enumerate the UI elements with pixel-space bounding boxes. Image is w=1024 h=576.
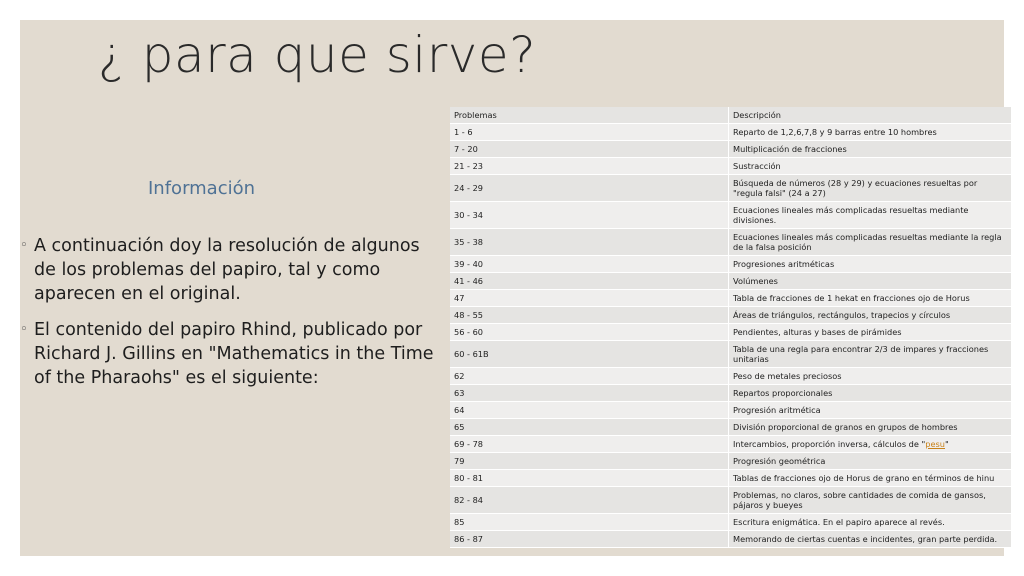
table-row [450,256,1012,273]
cell-descripcion: Progresiones aritméticas [729,256,1012,273]
cell-descripcion: Multiplicación de fracciones [729,141,1012,158]
cell-descripcion: Sustracción [729,158,1012,175]
table-row [450,175,1012,202]
cell-problemas: 62 [450,368,729,385]
cell-descripcion: Ecuaciones lineales más complicadas resueltas mediante la regla de la falsa posición [729,229,1012,256]
cell-problemas: 79 [450,453,729,470]
cell-text: Intercambios, proporción inversa, cálculos de " [733,439,926,449]
bullet-marker-icon: ◦ [20,322,28,337]
cell-descripcion: Escritura enigmática. En el papiro aparece al revés. [729,514,1012,531]
cell-descripcion: Ecuaciones lineales más complicadas resueltas mediante divisiones. [729,202,1012,229]
cell-problemas: 41 - 46 [450,273,729,290]
bullet-item [20,234,440,306]
cell-problemas: 56 - 60 [450,324,729,341]
cell-descripcion: Reparto de 1,2,6,7,8 y 9 barras entre 10 hombres [729,124,1012,141]
table-row [450,402,1012,419]
cell-problemas: 63 [450,385,729,402]
slide [20,20,1004,556]
cell-problemas: 21 - 23 [450,158,729,175]
cell-problemas: 85 [450,514,729,531]
cell-problemas: 80 - 81 [450,470,729,487]
table-row [450,453,1012,470]
cell-descripcion [729,436,1012,453]
bullet-marker-icon: ◦ [20,238,28,253]
cell-descripcion: Repartos proporcionales [729,385,1012,402]
table-row [450,436,1012,453]
pesu-link[interactable]: pesu [925,439,945,449]
cell-descripcion: Volúmenes [729,273,1012,290]
cell-descripcion: Pendientes, alturas y bases de pirámides [729,324,1012,341]
table-row [450,307,1012,324]
cell-descripcion: Memorando de ciertas cuentas e incidentes, gran parte perdida. [729,531,1012,548]
problems-table [450,107,1012,548]
cell-problemas: 82 - 84 [450,487,729,514]
cell-descripcion: Búsqueda de números (28 y 29) y ecuaciones resueltas por "regula falsi" (24 a 27) [729,175,1012,202]
table-row [450,229,1012,256]
cell-text: " [945,439,949,449]
cell-descripcion: Tablas de fracciones ojo de Horus de grano en términos de hinu [729,470,1012,487]
cell-descripcion: Progresión geométrica [729,453,1012,470]
table-row [450,124,1012,141]
table-row [450,141,1012,158]
table-row [450,324,1012,341]
header-descripcion: Descripción [729,107,1012,124]
slide-subtitle: Información [148,178,256,199]
table-row [450,341,1012,368]
cell-problemas: 30 - 34 [450,202,729,229]
table-row [450,531,1012,548]
bullet-text: A continuación doy la resolución de algunos de los problemas del papiro, tal y como aparecen en el original. [34,236,420,304]
cell-descripcion: Peso de metales preciosos [729,368,1012,385]
cell-problemas: 35 - 38 [450,229,729,256]
cell-descripcion: Áreas de triángulos, rectángulos, trapecios y círculos [729,307,1012,324]
table-row [450,385,1012,402]
table-row [450,419,1012,436]
table-header-row [450,107,1012,124]
table-row [450,202,1012,229]
cell-problemas: 47 [450,290,729,307]
cell-problemas: 1 - 6 [450,124,729,141]
slide-title: ¿ para que sirve? [98,26,537,84]
cell-descripcion: División proporcional de granos en grupos de hombres [729,419,1012,436]
problems-table-container [450,107,1012,548]
table-row [450,273,1012,290]
cell-descripcion: Problemas, no claros, sobre cantidades de comida de gansos, pájaros y bueyes [729,487,1012,514]
cell-problemas: 48 - 55 [450,307,729,324]
cell-problemas: 69 - 78 [450,436,729,453]
bullet-text: El contenido del papiro Rhind, publicado por Richard J. Gillins en "Mathematics in the Time of the Pharaohs" es el siguiente: [34,320,434,388]
table-row [450,158,1012,175]
bullet-item [20,318,440,390]
table-row [450,290,1012,307]
cell-problemas: 64 [450,402,729,419]
cell-problemas: 60 - 61B [450,341,729,368]
cell-problemas: 24 - 29 [450,175,729,202]
table-row [450,368,1012,385]
cell-problemas: 65 [450,419,729,436]
table-row [450,514,1012,531]
cell-problemas: 7 - 20 [450,141,729,158]
bullet-list [20,234,440,402]
cell-problemas: 86 - 87 [450,531,729,548]
cell-problemas: 39 - 40 [450,256,729,273]
table-row [450,487,1012,514]
cell-descripcion: Tabla de fracciones de 1 hekat en fracciones ojo de Horus [729,290,1012,307]
header-problemas: Problemas [450,107,729,124]
table-row [450,470,1012,487]
cell-descripcion: Tabla de una regla para encontrar 2/3 de impares y fracciones unitarias [729,341,1012,368]
cell-descripcion: Progresión aritmética [729,402,1012,419]
